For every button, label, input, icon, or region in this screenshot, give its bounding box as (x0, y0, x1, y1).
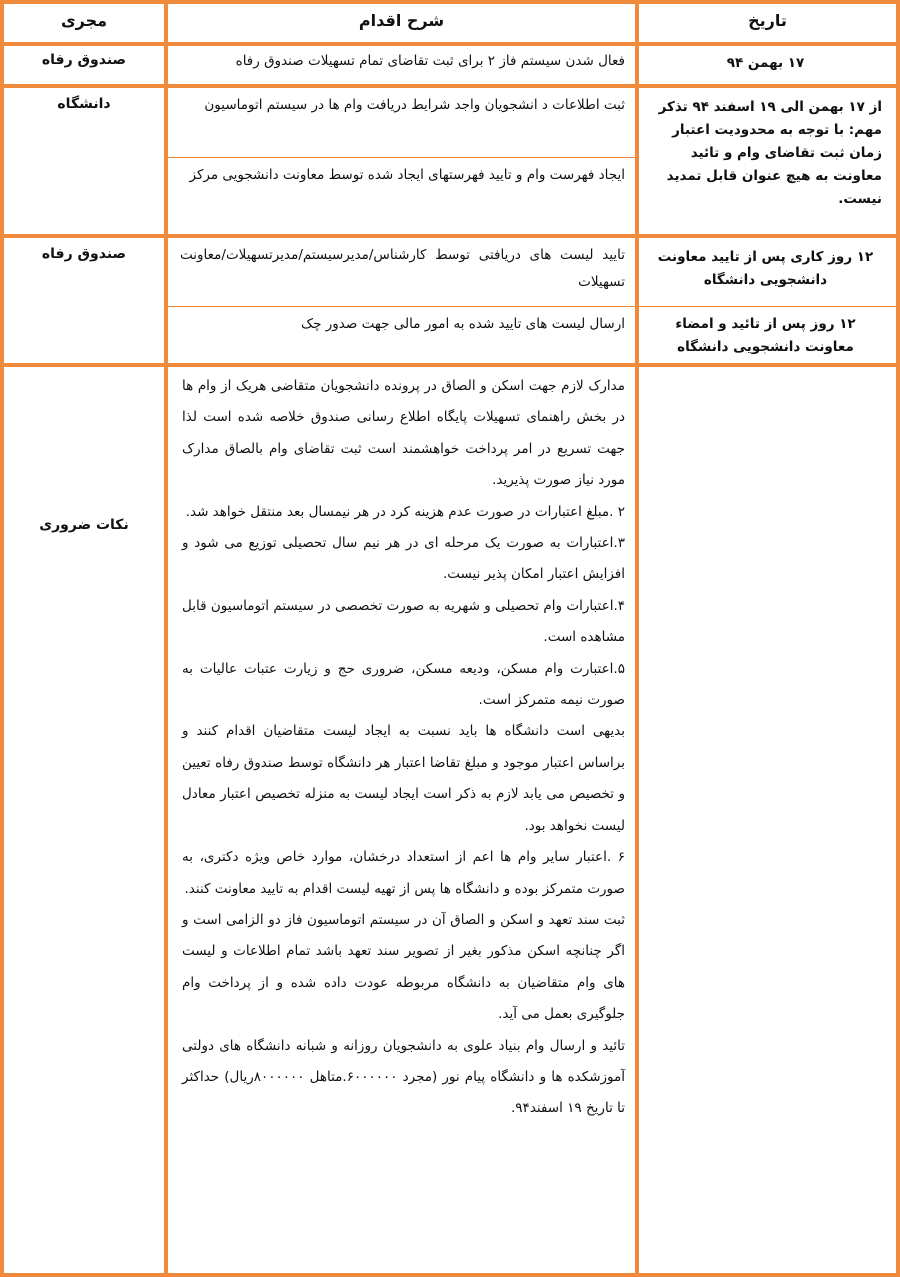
header-action: شرح اقدام (358, 11, 445, 30)
row1-date: ۱۷ بهمن ۹۴ (726, 55, 805, 71)
note-paragraph: بدیهی است دانشگاه ها باید نسبت به ایجاد لیست متقاضیان اقدام کنند و براساس اعتبار موجود و مبلغ تقاضا اعتبار هر دانشگاه توسط صندوق رفاه تعیین و تخصیص می یابد لازم به ذکر است ایجاد لیست به منزله تخصیص اعتبار معادل لیست نخواهد بود. (182, 723, 625, 834)
row2-action-1: ثبت اطلاعات د انشجویان واجد شرایط دریافت وام ها در سیستم اتوماسیون (204, 97, 625, 113)
row1-action: فعال شدن سیستم فاز ۲ برای ثبت تقاضای تمام تسهیلات صندوق رفاه (235, 53, 625, 69)
header-executor: مجری (60, 11, 108, 30)
row3-action-2: ارسال لیست های تایید شده به امور مالی جهت صدور چک (301, 316, 625, 332)
row3-date-1: ۱۲ روز کاری پس از تایید معاونت دانشجویی دانشگاه (657, 249, 874, 288)
note-paragraph: ثبت سند تعهد و اسکن و الصاق آن در سیستم اتوماسیون فاز دو الزامی است و اگر چنانچه اسکن مذکور بغیر از تصویر سند تعهد باشد تمام اطلاعات و لیست های وام متقاضیان به دانشگاه مربوطه عودت داده شده و از پرداخت وام جلوگیری بعمل می آید. (182, 911, 625, 1023)
row3-action-1: تایید لیست های دریافتی توسط کارشناس/مدیرسیستم/مدیرتسهیلات/معاونت تسهیلات (180, 247, 625, 290)
notes-executor: نکات ضروری (39, 517, 129, 533)
row2-action-2: ایجاد فهرست وام و تایید فهرستهای ایجاد شده توسط معاونت دانشجویی مرکز (189, 167, 625, 183)
note-paragraph: ۶ .اعتبار سایر وام ها اعم از استعداد درخشان، موارد خاص ویژه دکتری، به صورت متمرکز بوده و دانشگاه ها پس از تهیه لیست اقدام به تایید معاونت کنند. (182, 849, 625, 897)
note-paragraph: ۲ .مبلغ اعتبارات در صورت عدم هزینه کرد در هر نیمسال بعد منتقل خواهد شد. (185, 503, 625, 520)
note-paragraph: ۳.اعتبارات به صورت یک مرحله ای در هر نیم سال تحصیلی توزیع می شود و افزایش اعتبار امکان پذیر نیست. (182, 535, 625, 583)
note-paragraph: مدارک لازم جهت اسکن و الصاق در پرونده دانشجویان متقاضی هریک از وام ها در بخش راهنمای تسهیلات پایگاه اطلاع رسانی صندوق خلاصه شده است لذا جهت تسریع در امر پرداخت خواهشمند است ثبت تقاضای وام بالصاق مدارک مورد نیاز صورت پذیرید. (182, 378, 625, 489)
header-date: تاریخ (748, 11, 787, 30)
row2-date: از ۱۷ بهمن الی ۱۹ اسفند ۹۴ تذکر مهم: با توجه به محدودیت اعتبار زمان ثبت تقاضای وام و تائید معاونت به هیچ عنوان قابل تمدید نیست. (658, 99, 882, 207)
note-paragraph: ۵.اعتبارت وام مسکن، ودیعه مسکن، ضروری حج و زیارت عتبات عالیات به صورت نیمه متمرکز است. (182, 660, 625, 709)
notes-content (168, 367, 635, 1125)
row2-executor: دانشگاه (57, 96, 111, 112)
row3-executor: صندوق رفاه (41, 246, 127, 262)
row3-date-2: ۱۲ روز پس از تائید و امضاء معاونت دانشجویی دانشگاه (675, 316, 856, 355)
note-paragraph: ۴.اعتبارات وام تحصیلی و شهریه به صورت تخصصی در سیستم اتوماسیون قابل مشاهده است. (182, 597, 625, 646)
note-paragraph: تائید و ارسال وام بنیاد علوی به دانشجویان روزانه و شبانه دانشگاه های دولتی آموزشکده ها و دانشگاه پیام نور (مجرد ۶۰۰۰۰۰۰.متاهل ۸۰۰۰۰۰۰ریال) حداکثر تا تاریخ ۱۹ اسفند۹۴. (182, 1037, 626, 1117)
row1-executor: صندوق رفاه (41, 52, 127, 68)
